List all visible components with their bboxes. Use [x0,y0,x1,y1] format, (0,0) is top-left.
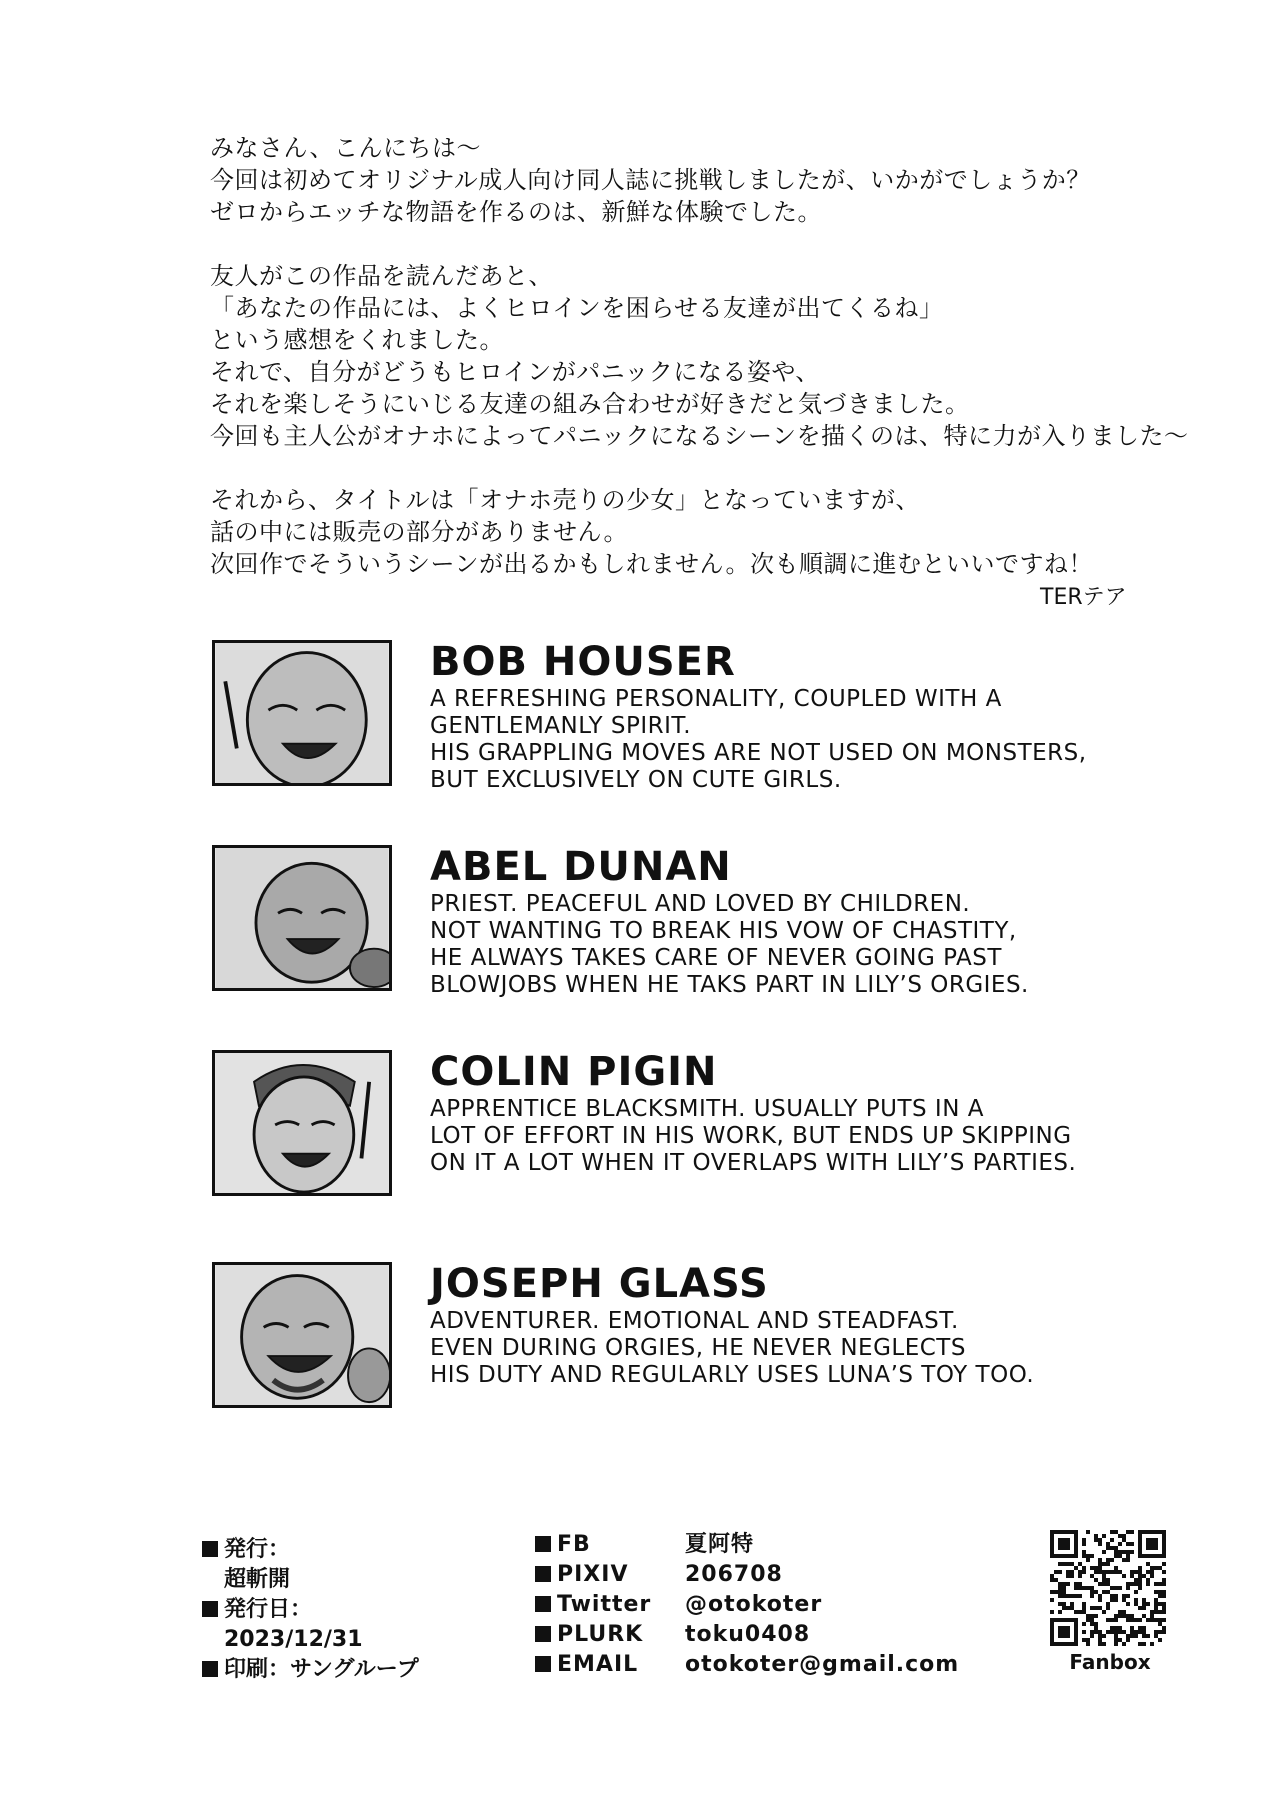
afterword-line: 次回作でそういうシーンが出るかもしれません。次も順調に進むといいですね！ [210,550,1093,578]
afterword-line: それを楽しそうにいじる友達の組み合わせが好きだと気づきました。 [210,390,970,418]
publisher-value: 超斬開 [224,1567,291,1592]
social-value: 206708 [685,1562,783,1587]
description-line: HE ALWAYS TAKES CARE OF NEVER GOING PAST [430,945,1002,971]
afterword-paragraph [210,260,1210,452]
afterword-line: 友人がこの作品を読んだあと、 [210,262,553,290]
character-name: COLIN PIGIN [430,1049,718,1095]
social-row-plurk [535,1620,959,1650]
afterword-line: それで、自分がどうもヒロインがパニックになる姿や、 [210,358,820,386]
social-row-fb [535,1530,959,1560]
character-text [430,640,1087,794]
character-description [430,1308,1034,1389]
social-label: PIXIV [557,1562,629,1587]
description-line: ON IT A LOT WHEN IT OVERLAPS WITH LILY’S PARTIES. [430,1150,1077,1176]
description-line: APPRENTICE BLACKSMITH. USUALLY PUTS IN A [430,1096,984,1122]
description-line: EVEN DURING ORGIES, HE NEVER NEGLECTS [430,1335,966,1361]
afterword-line: 話の中には販売の部分がありません。 [210,518,628,546]
description-line: A REFRESHING PERSONALITY, COUPLED WITH A [430,686,1002,712]
bullet-square-icon [202,1541,218,1557]
character-portrait [212,1050,392,1196]
qr-block [1050,1530,1170,1674]
qr-caption: Fanbox [1069,1650,1151,1674]
description-line: NOT WANTING TO BREAK HIS VOW OF CHASTITY, [430,918,1017,944]
afterword-line: という感想をくれました。 [210,326,504,354]
afterword-line: 「あなたの作品には、よくヒロインを困らせる友達が出てくるね」 [210,294,944,322]
bullet-square-icon [202,1661,218,1677]
portrait-illustration [215,1053,389,1193]
social-links [535,1530,959,1680]
character-description [430,1096,1076,1177]
social-row-twitter [535,1590,959,1620]
social-label: Twitter [557,1592,652,1617]
afterword-line: 今回も主人公がオナホによってパニックになるシーンを描くのは、特に力が入りました〜 [210,422,1189,450]
afterword-line: ゼロからエッチな物語を作るのは、新鮮な体験でした。 [210,198,823,226]
description-line: HIS GRAPPLING MOVES ARE NOT USED ON MONSTERS, [430,740,1087,766]
description-line: PRIEST. PEACEFUL AND LOVED BY CHILDREN. [430,891,971,917]
date-label: 発行日： [224,1597,313,1622]
afterword-line: それから、タイトルは「オナホ売りの少女」となっていますが、 [210,486,921,514]
social-value: otokoter@gmail.com [685,1652,960,1677]
character-description [430,686,1087,794]
afterword-paragraph [210,484,1210,580]
character-text [430,1262,1034,1389]
social-value: toku0408 [685,1622,811,1647]
character-description [430,891,1029,999]
afterword-line: 今回は初めてオリジナル成人向け同人誌に挑戦しましたが、いかがでしょうか？ [210,166,1091,194]
character-name: BOB HOUSER [430,639,736,685]
description-line: GENTLEMANLY SPIRIT. [430,713,692,739]
character-text [430,1050,1076,1177]
character-portrait [212,1262,392,1408]
bullet-square-icon [535,1536,551,1552]
qr-code-icon[interactable] [1050,1530,1166,1646]
social-row-pixiv [535,1560,959,1590]
afterword-line: みなさん、こんにちは〜 [210,134,481,162]
afterword-paragraph [210,132,1210,228]
character-portrait [212,845,392,991]
portrait-illustration [215,643,389,783]
social-value: 夏阿特 [685,1532,755,1557]
publisher-label-row [202,1535,419,1565]
date-label-row [202,1595,419,1625]
bullet-square-icon [535,1656,551,1672]
publisher-label: 発行： [224,1537,291,1562]
portrait-illustration [215,848,389,988]
author-signature: TERテア [1040,585,1127,610]
description-line: LOT OF EFFORT IN HIS WORK, BUT ENDS UP SKIPPING [430,1123,1072,1149]
social-label: PLURK [557,1622,644,1647]
character-portrait [212,640,392,786]
character-text [430,845,1029,999]
date-value: 2023/12/31 [224,1627,363,1652]
character-name: JOSEPH GLASS [430,1261,769,1307]
social-label: FB [557,1532,591,1557]
social-row-email [535,1650,959,1680]
printer-row [202,1655,419,1685]
social-value: @otokoter [685,1592,823,1617]
afterword [210,132,1210,612]
printer-label: 印刷：サングループ [224,1657,419,1682]
bullet-square-icon [535,1626,551,1642]
description-line: HIS DUTY AND REGULARLY USES LUNA’S TOY TOO. [430,1362,1035,1388]
bullet-square-icon [202,1601,218,1617]
description-line: BLOWJOBS WHEN HE TAKS PART IN LILY’S ORGIES. [430,972,1029,998]
colophon [202,1535,419,1685]
bullet-square-icon [535,1566,551,1582]
portrait-illustration [215,1265,389,1405]
bullet-square-icon [535,1596,551,1612]
description-line: ADVENTURER. EMOTIONAL AND STEADFAST. [430,1308,959,1334]
description-line: BUT EXCLUSIVELY ON CUTE GIRLS. [430,767,842,793]
character-name: ABEL DUNAN [430,844,732,890]
social-label: EMAIL [557,1652,639,1677]
